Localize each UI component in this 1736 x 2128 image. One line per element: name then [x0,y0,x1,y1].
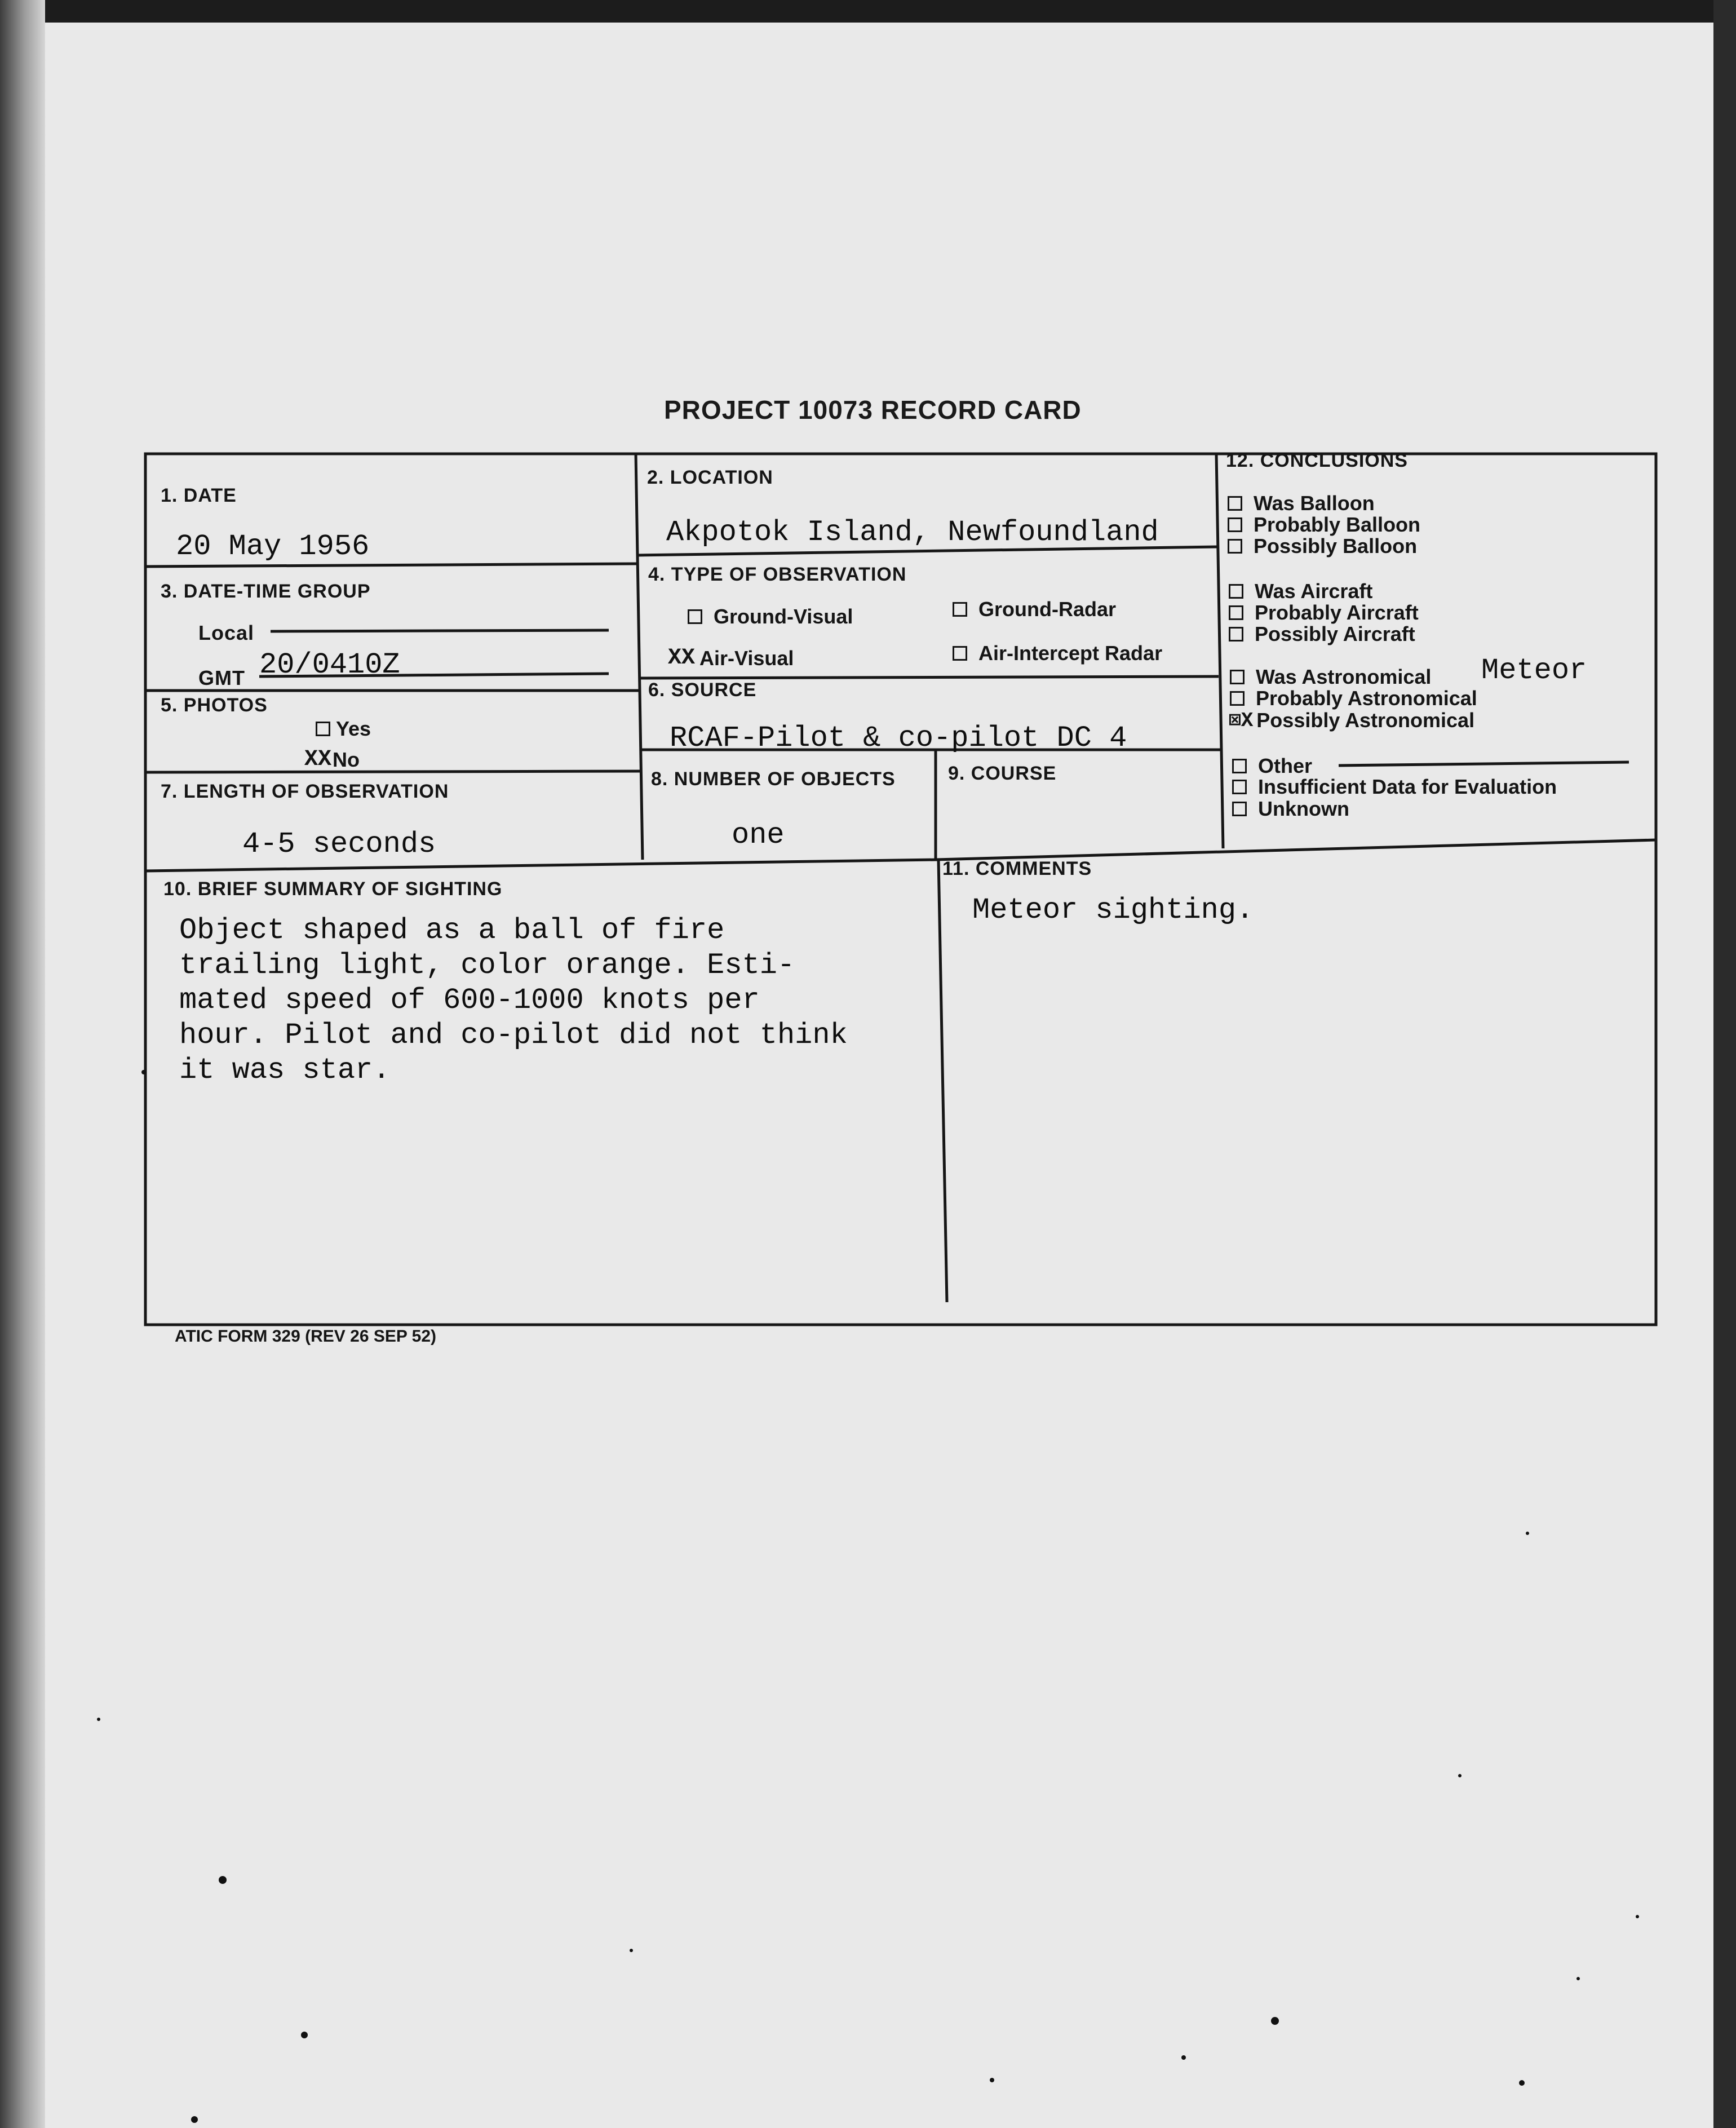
option-label: No [333,747,360,771]
length-value: 4-5 seconds [242,828,436,861]
conclusion-probably-astronomical[interactable] [1230,687,1477,710]
checkbox-icon [1228,496,1242,511]
conclusion-possibly-aircraft[interactable] [1229,622,1415,646]
option-label: Probably Astronomical [1256,687,1477,710]
type-obs-option-air-intercept-radar[interactable] [953,642,1162,665]
option-label: Possibly Aircraft [1255,622,1415,645]
option-label: Possibly Balloon [1254,534,1418,558]
option-label: Was Balloon [1254,492,1375,515]
checkbox-icon [1229,627,1243,642]
type-obs-option-ground-visual[interactable] [688,605,853,629]
course-label: 9. COURSE [948,763,1057,784]
option-label: Unknown [1258,797,1349,820]
conclusions-label: 12. CONCLUSIONS [1226,450,1408,471]
checkbox-icon [316,722,330,736]
source-value: RCAF-Pilot & co-pilot DC 4 [670,722,1127,755]
conclusion-was-aircraft[interactable] [1229,579,1372,603]
checkbox-icon [1232,759,1247,773]
checkbox-icon [1230,691,1245,706]
checkbox-icon [1232,780,1247,794]
conclusion-probably-balloon[interactable] [1228,513,1420,537]
card-title: PROJECT 10073 RECORD CARD [664,395,1082,424]
num-objects-value: one [732,819,785,852]
option-label: Other [1258,754,1313,777]
option-label: Was Astronomical [1256,665,1432,688]
conclusion-possibly-balloon[interactable] [1228,534,1417,558]
conclusion-insufficient-data[interactable] [1232,775,1557,799]
comments-value: Meteor sighting. [972,893,1254,927]
photos-option-yes[interactable] [316,717,371,741]
checkbox-icon [1229,605,1243,620]
summary-line: mated speed of 600-1000 knots per [179,984,760,1017]
dtg-local-label: Local [198,621,255,644]
checkbox-icon [953,602,967,617]
checkbox-icon [688,609,702,624]
option-label: Ground-Radar [978,598,1117,621]
checkbox-icon [1228,539,1242,554]
num-objects-label: 8. NUMBER OF OBJECTS [651,768,896,790]
option-label: Air-Intercept Radar [978,642,1163,665]
meteor-annotation: Meteor [1481,654,1587,687]
option-label: Probably Balloon [1254,513,1421,536]
date-label: 1. DATE [161,485,237,506]
photos-label: 5. PHOTOS [161,694,268,716]
checkmark-x-icon: ⊠X [1229,709,1254,732]
option-label: Yes [336,717,371,740]
form-number-footer: ATIC FORM 329 (REV 26 SEP 52) [175,1327,437,1346]
summary-line: trailing light, color orange. Esti- [179,949,795,982]
option-label: Air-Visual [699,646,794,670]
type-obs-label: 4. TYPE OF OBSERVATION [648,564,907,585]
conclusion-possibly-astronomical[interactable] [1229,708,1474,732]
length-label: 7. LENGTH OF OBSERVATION [161,781,449,802]
dtg-label: 3. DATE-TIME GROUP [161,581,371,602]
summary-text [179,913,848,1088]
dtg-gmt-label: GMT [198,666,245,689]
summary-line: Object shaped as a ball of fire [179,914,725,947]
date-value: 20 May 1956 [176,530,370,563]
checkbox-icon [1230,670,1245,684]
location-value: Akpotok Island, Newfoundland [666,516,1159,549]
type-obs-option-air-visual[interactable] [668,645,794,671]
conclusion-was-balloon[interactable] [1228,492,1375,515]
option-label: Probably Aircraft [1255,601,1419,624]
photos-option-no[interactable] [304,747,360,772]
option-label: Was Aircraft [1255,579,1373,603]
conclusion-probably-aircraft[interactable] [1229,601,1419,625]
summary-label: 10. BRIEF SUMMARY OF SIGHTING [163,878,503,900]
checkbox-icon [1229,584,1243,599]
checkbox-icon [1228,517,1242,532]
comments-label: 11. COMMENTS [942,858,1092,879]
option-label: Possibly Astronomical [1256,708,1475,732]
location-label: 2. LOCATION [647,467,773,488]
option-label: Ground-Visual [714,605,853,628]
option-label: Insufficient Data for Evaluation [1258,775,1557,798]
summary-line: hour. Pilot and co-pilot did not think [179,1019,848,1052]
checkbox-icon [1232,802,1247,816]
conclusion-other[interactable] [1232,754,1312,778]
checkbox-icon [953,646,967,661]
type-obs-option-ground-radar[interactable] [953,598,1116,621]
conclusion-unknown[interactable] [1232,797,1349,821]
checkmark-x-icon: XX [668,645,696,671]
summary-line: it was star. [179,1054,391,1087]
checkmark-x-icon: XX [304,747,332,772]
source-label: 6. SOURCE [648,679,757,701]
conclusion-was-astronomical[interactable] [1230,665,1431,689]
dtg-gmt-value: 20/0410Z [259,648,400,682]
